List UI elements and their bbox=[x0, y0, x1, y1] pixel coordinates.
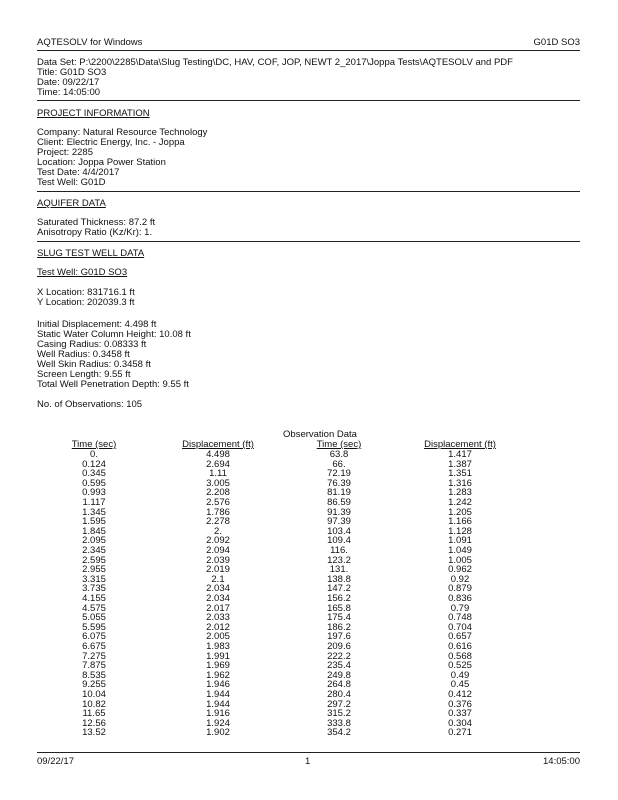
table-cell: 1.091 bbox=[448, 535, 472, 547]
table-cell: 1.128 bbox=[448, 525, 472, 537]
table-cell: 1.983 bbox=[206, 641, 230, 652]
saturated-thickness: Saturated Thickness: 87.2 ft bbox=[37, 217, 156, 228]
table-cell: 1.595 bbox=[82, 516, 106, 528]
table-cell: 8.535 bbox=[82, 669, 106, 681]
table-row bbox=[63, 652, 563, 662]
table-cell: 1.944 bbox=[206, 689, 230, 700]
table-row bbox=[63, 700, 563, 710]
table-cell: 1.117 bbox=[82, 497, 106, 508]
table-cell: 116. bbox=[330, 545, 348, 556]
footer-rule bbox=[37, 752, 580, 753]
table-cell: 0.748 bbox=[448, 612, 472, 624]
header-rule bbox=[37, 50, 580, 51]
table-cell: 0.49 bbox=[450, 669, 470, 681]
table-cell: 280.4 bbox=[327, 689, 351, 700]
table-cell: 2.278 bbox=[206, 516, 230, 528]
col-header: Time (sec) bbox=[71, 439, 117, 450]
table-cell: 138.8 bbox=[327, 573, 351, 585]
table-cell: 1.242 bbox=[448, 497, 472, 508]
table-row bbox=[63, 469, 563, 479]
table-row bbox=[63, 508, 563, 518]
meta-title: Title: G01D SO3 bbox=[37, 67, 107, 78]
table-cell: 0.993 bbox=[82, 487, 106, 499]
location: Location: Joppa Power Station bbox=[37, 157, 166, 168]
table-cell: 2. bbox=[214, 525, 222, 537]
table-row bbox=[63, 527, 563, 537]
table-cell: 3.315 bbox=[82, 573, 106, 585]
col-header: Displacement (ft) bbox=[182, 439, 254, 450]
table-cell: 97.39 bbox=[327, 516, 351, 528]
table-cell: 123.2 bbox=[327, 554, 351, 566]
project-number: Project: 2285 bbox=[37, 147, 93, 158]
meta-date: Date: 09/22/17 bbox=[37, 77, 100, 88]
table-cell: 156.2 bbox=[327, 593, 351, 604]
footer-date: 09/22/17 bbox=[37, 756, 74, 767]
table-cell: 2.033 bbox=[206, 612, 230, 624]
table-cell: 1.924 bbox=[206, 717, 230, 729]
table-cell: 197.6 bbox=[327, 631, 351, 643]
table-cell: 2.576 bbox=[206, 497, 230, 508]
table-cell: 4.155 bbox=[82, 593, 106, 604]
section-rule bbox=[37, 191, 580, 192]
table-cell: 2.019 bbox=[206, 564, 230, 576]
num-observations: No. of Observations: 105 bbox=[37, 399, 143, 410]
table-cell: 0.376 bbox=[448, 698, 472, 710]
table-cell: 5.595 bbox=[82, 621, 106, 633]
table-cell: 0.124 bbox=[82, 458, 106, 470]
table-cell: 1.11 bbox=[209, 468, 227, 480]
test-date: Test Date: 4/4/2017 bbox=[37, 167, 120, 178]
screen-length: Screen Length: 9.55 ft bbox=[37, 369, 131, 380]
table-cell: 13.52 bbox=[82, 727, 106, 739]
table-cell: 2.039 bbox=[206, 554, 230, 566]
well-skin-radius: Well Skin Radius: 0.3458 ft bbox=[37, 359, 151, 370]
table-cell: 1.351 bbox=[448, 468, 472, 480]
table-cell: 2.694 bbox=[206, 458, 230, 470]
table-cell: 12.56 bbox=[82, 717, 106, 729]
table-cell: 1.962 bbox=[206, 669, 230, 681]
table-cell: 0.412 bbox=[448, 689, 472, 700]
initial-displacement: Initial Displacement: 4.498 ft bbox=[37, 319, 157, 330]
table-cell: 1.845 bbox=[82, 525, 106, 537]
client: Client: Electric Energy, Inc. - Joppa bbox=[37, 137, 185, 148]
table-cell: 0.271 bbox=[448, 727, 472, 739]
table-cell: 264.8 bbox=[327, 679, 351, 691]
table-cell: 4.575 bbox=[82, 602, 106, 614]
table-cell: 6.075 bbox=[82, 631, 106, 643]
table-cell: 297.2 bbox=[327, 698, 351, 710]
table-row bbox=[63, 728, 563, 738]
table-cell: 1.205 bbox=[448, 506, 472, 518]
table-cell: 7.875 bbox=[82, 660, 106, 672]
well-title: G01D SO3 bbox=[533, 37, 580, 48]
meta-time: Time: 14:05:00 bbox=[37, 87, 101, 98]
table-cell: 2.017 bbox=[206, 602, 230, 614]
company: Company: Natural Resource Technology bbox=[37, 127, 208, 138]
table-cell: 0.304 bbox=[448, 717, 472, 729]
table-cell: 0.568 bbox=[448, 650, 472, 662]
table-cell: 333.8 bbox=[327, 717, 351, 729]
project-heading: PROJECT INFORMATION bbox=[37, 108, 150, 119]
table-cell: 2.1 bbox=[211, 573, 225, 585]
table-cell: 109.4 bbox=[327, 535, 351, 547]
table-cell: 1.969 bbox=[206, 660, 230, 672]
table-row bbox=[63, 709, 563, 719]
table-cell: 315.2 bbox=[327, 708, 351, 720]
table-row bbox=[63, 575, 563, 585]
table-cell: 1.417 bbox=[448, 449, 472, 460]
table-row bbox=[63, 719, 563, 729]
table-cell: 11.65 bbox=[82, 708, 106, 720]
table-cell: 63.8 bbox=[329, 449, 349, 460]
table-cell: 7.275 bbox=[82, 650, 106, 662]
table-cell: 1.316 bbox=[448, 477, 472, 489]
table-row bbox=[63, 556, 563, 566]
col-header: Displacement (ft) bbox=[424, 439, 496, 450]
penetration-depth: Total Well Penetration Depth: 9.55 ft bbox=[37, 379, 189, 390]
table-cell: 2.092 bbox=[206, 535, 230, 547]
test-well: Test Well: G01D bbox=[37, 177, 106, 188]
static-water-column: Static Water Column Height: 10.08 ft bbox=[37, 329, 191, 340]
table-cell: 9.255 bbox=[82, 679, 106, 691]
table-cell: 0.704 bbox=[448, 621, 472, 633]
table-cell: 1.944 bbox=[206, 698, 230, 710]
table-cell: 0.657 bbox=[448, 631, 472, 643]
col-header: Time (sec) bbox=[316, 439, 362, 450]
table-cell: 0.962 bbox=[448, 564, 472, 576]
table-row bbox=[63, 671, 563, 681]
table-cell: 5.055 bbox=[82, 612, 106, 624]
aquifer-heading: AQUIFER DATA bbox=[37, 198, 106, 209]
table-cell: 1.946 bbox=[206, 679, 230, 691]
slug-heading: SLUG TEST WELL DATA bbox=[37, 248, 145, 259]
table-row bbox=[63, 604, 563, 614]
data-set: Data Set: P:\2200\2285\Data\Slug Testing\DC, HAV, COF, JOP, NEWT 2_2017\Joppa Tests\AQTESOLV and PDF bbox=[37, 57, 513, 68]
observation-table-title: Observation Data bbox=[283, 429, 357, 440]
table-cell: 1.345 bbox=[82, 506, 106, 518]
table-cell: 165.8 bbox=[327, 602, 351, 614]
table-cell: 76.39 bbox=[327, 477, 351, 489]
table-cell: 249.8 bbox=[327, 669, 351, 681]
well-radius: Well Radius: 0.3458 ft bbox=[37, 349, 130, 360]
x-location: X Location: 831716.1 ft bbox=[37, 287, 135, 298]
table-cell: 0. bbox=[90, 449, 98, 460]
table-cell: 66. bbox=[332, 458, 346, 470]
table-row bbox=[63, 498, 563, 508]
table-cell: 2.005 bbox=[206, 631, 230, 643]
table-row bbox=[63, 594, 563, 604]
table-cell: 186.2 bbox=[327, 621, 351, 633]
table-cell: 222.2 bbox=[327, 650, 351, 662]
table-row bbox=[63, 460, 563, 470]
table-row bbox=[63, 517, 563, 527]
table-cell: 3.735 bbox=[82, 583, 106, 595]
table-row bbox=[63, 680, 563, 690]
table-cell: 2.094 bbox=[206, 545, 230, 556]
table-cell: 0.337 bbox=[448, 708, 472, 720]
table-row bbox=[63, 632, 563, 642]
table-cell: 2.034 bbox=[206, 583, 230, 595]
table-cell: 86.59 bbox=[327, 497, 351, 508]
table-row bbox=[63, 479, 563, 489]
table-cell: 1.005 bbox=[448, 554, 472, 566]
table-cell: 1.166 bbox=[448, 516, 472, 528]
table-cell: 4.498 bbox=[206, 449, 230, 460]
table-cell: 1.283 bbox=[448, 487, 472, 499]
table-cell: 0.79 bbox=[450, 602, 470, 614]
table-cell: 10.82 bbox=[82, 698, 106, 710]
table-row bbox=[63, 690, 563, 700]
table-cell: 0.616 bbox=[448, 641, 472, 652]
slug-test-well: Test Well: G01D SO3 bbox=[37, 267, 128, 278]
table-row bbox=[63, 661, 563, 671]
table-cell: 0.836 bbox=[448, 593, 472, 604]
table-cell: 6.675 bbox=[82, 641, 106, 652]
table-row bbox=[63, 642, 563, 652]
table-cell: 0.345 bbox=[82, 468, 106, 480]
table-row bbox=[63, 613, 563, 623]
table-cell: 0.595 bbox=[82, 477, 106, 489]
table-cell: 72.19 bbox=[327, 468, 351, 480]
table-cell: 147.2 bbox=[327, 583, 351, 595]
table-cell: 2.095 bbox=[82, 535, 106, 547]
table-row bbox=[63, 546, 563, 556]
table-cell: 1.916 bbox=[206, 708, 230, 720]
table-cell: 2.345 bbox=[82, 545, 106, 556]
table-cell: 0.92 bbox=[450, 573, 470, 585]
table-cell: 131. bbox=[329, 564, 349, 576]
table-cell: 1.049 bbox=[448, 545, 472, 556]
table-cell: 1.387 bbox=[448, 458, 472, 470]
section-rule bbox=[37, 100, 580, 101]
table-row bbox=[63, 623, 563, 633]
table-row bbox=[63, 488, 563, 498]
table-cell: 354.2 bbox=[327, 727, 351, 739]
app-title: AQTESOLV for Windows bbox=[37, 37, 143, 48]
table-cell: 3.005 bbox=[206, 477, 230, 489]
table-cell: 0.45 bbox=[450, 679, 470, 691]
table-cell: 0.879 bbox=[448, 583, 472, 595]
table-cell: 81.19 bbox=[327, 487, 351, 499]
table-cell: 2.012 bbox=[206, 621, 230, 633]
table-cell: 209.6 bbox=[327, 641, 351, 652]
table-cell: 1.786 bbox=[206, 506, 230, 518]
table-cell: 2.955 bbox=[82, 564, 106, 576]
table-cell: 2.595 bbox=[82, 554, 106, 566]
table-row bbox=[63, 565, 563, 575]
table-cell: 91.39 bbox=[327, 506, 351, 518]
y-location: Y Location: 202039.3 ft bbox=[37, 297, 135, 308]
table-cell: 103.4 bbox=[327, 525, 351, 537]
casing-radius: Casing Radius: 0.08333 ft bbox=[37, 339, 147, 350]
table-cell: 0.525 bbox=[448, 660, 472, 672]
table-cell: 1.991 bbox=[206, 650, 230, 662]
table-row bbox=[63, 584, 563, 594]
table-cell: 1.902 bbox=[206, 727, 230, 739]
table-cell: 175.4 bbox=[327, 612, 351, 624]
table-row bbox=[63, 450, 563, 460]
section-rule bbox=[37, 241, 580, 242]
table-cell: 235.4 bbox=[327, 660, 351, 672]
page-number: 1 bbox=[305, 756, 311, 767]
anisotropy-ratio: Anisotropy Ratio (Kz/Kr): 1. bbox=[37, 227, 153, 238]
table-cell: 2.208 bbox=[206, 487, 230, 499]
table-row bbox=[63, 536, 563, 546]
table-cell: 10.04 bbox=[82, 689, 106, 700]
footer-time: 14:05:00 bbox=[543, 756, 580, 767]
table-cell: 2.034 bbox=[206, 593, 230, 604]
